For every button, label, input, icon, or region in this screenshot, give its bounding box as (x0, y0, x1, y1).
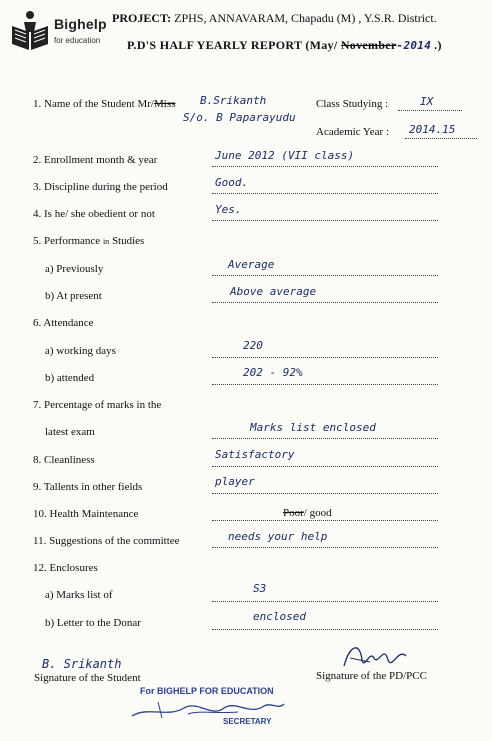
field-label: 12. Enclosures (33, 562, 98, 574)
class-label: Class Studying : (316, 98, 389, 110)
field-dotline (212, 493, 438, 494)
field-label: b) At present (45, 290, 102, 302)
field-value: Yes. (215, 203, 242, 216)
field-value: Satisfactory (215, 448, 295, 461)
field-value: Marks list enclosed (250, 421, 376, 434)
field-label-tail: Studies (111, 235, 145, 247)
field-label: b) Letter to the Donar (45, 617, 141, 629)
field-label: 11. Suggestions of the committee (33, 535, 180, 547)
secretary-stamp (120, 684, 295, 734)
field-value: enclosed (253, 610, 306, 623)
field-value: Above average (230, 285, 317, 298)
field-dotline (212, 275, 438, 276)
field-value-struck: Poor (283, 507, 304, 519)
report-title-text: P.D'S HALF YEARLY REPORT (May/ (127, 38, 338, 52)
field-label (33, 235, 144, 247)
report-title-struck: November (340, 38, 397, 52)
report-title (127, 38, 442, 53)
stamp-title: SECRETARY (223, 717, 272, 726)
field-label: a) working days (45, 345, 116, 357)
field-label: 10. Health Maintenance (33, 508, 139, 520)
field-label-text: 5. Performance (33, 235, 101, 247)
student-signature-ink: B. Srikanth (42, 657, 122, 671)
field-dotline (212, 384, 438, 385)
field-label: 4. Is he/ she obedient or not (33, 208, 155, 220)
field-dotline (212, 438, 438, 439)
field-value: June 2012 (VII class) (215, 149, 355, 162)
student-signature-label: Signature of the Student (34, 672, 141, 684)
bighelp-logo (8, 8, 108, 54)
field-dotline (212, 193, 438, 194)
field-value: 220 (243, 339, 263, 352)
field-value: 202 - 92% (243, 366, 303, 379)
project-detail: ZPHS, ANNAVARAM, Chapadu (M) , Y.S.R. District. (174, 11, 437, 25)
field-value-text: / good (303, 507, 332, 519)
project-label: PROJECT: (112, 11, 172, 25)
student-name-value: B.Srikanth (200, 94, 267, 107)
field-dotline (212, 357, 438, 358)
field-label-small: in (102, 237, 110, 246)
field-label: 3. Discipline during the period (33, 181, 168, 193)
field-dotline (212, 302, 438, 303)
report-title-tail: .) (434, 38, 442, 52)
field-label: 2. Enrollment month & year (33, 154, 158, 166)
field-dotline (212, 601, 438, 602)
field-label: 8. Cleanliness (33, 454, 95, 466)
pd-signature-label: Signature of the PD/PCC (316, 670, 427, 682)
field-dotline (212, 166, 438, 167)
field-value: player (215, 475, 255, 488)
report-year-handwritten: -2014 (396, 39, 432, 52)
stamp-organization: For BIGHELP FOR EDUCATION (140, 686, 274, 696)
academic-year-dotline (405, 138, 477, 139)
academic-year-label: Academic Year : (316, 126, 390, 138)
field-value (283, 507, 332, 519)
brand-tagline: for education (54, 36, 101, 45)
name-label (33, 98, 175, 110)
pd-signature-scribble (340, 638, 410, 674)
project-line (112, 11, 437, 26)
field-label: 9. Tallents in other fields (33, 481, 143, 493)
name-label-struck: Miss (153, 98, 176, 110)
field-label: latest exam (45, 426, 95, 438)
field-dotline (212, 520, 438, 521)
field-dotline (212, 547, 438, 548)
academic-year-value: 2014.15 (409, 123, 456, 136)
book-person-icon (10, 10, 50, 52)
field-label: a) Marks list of (45, 589, 113, 601)
field-dotline (212, 466, 438, 467)
field-label: a) Previously (45, 263, 104, 275)
field-dotline (212, 629, 438, 630)
field-label: 7. Percentage of marks in the (33, 399, 162, 411)
class-value: IX (420, 95, 434, 108)
name-label-text: 1. Name of the Student Mr/ (33, 98, 154, 110)
class-dotline (398, 110, 462, 111)
field-value: Average (228, 258, 275, 271)
brand-name: Bighelp (54, 16, 107, 32)
field-value: Good. (215, 176, 249, 189)
field-value: needs your help (228, 530, 328, 543)
field-dotline (212, 220, 438, 221)
field-label: b) attended (45, 372, 95, 384)
student-parent-value: S/o. B Paparayudu (183, 111, 296, 124)
field-label: 6. Attendance (33, 317, 94, 329)
field-value: S3 (253, 582, 267, 595)
